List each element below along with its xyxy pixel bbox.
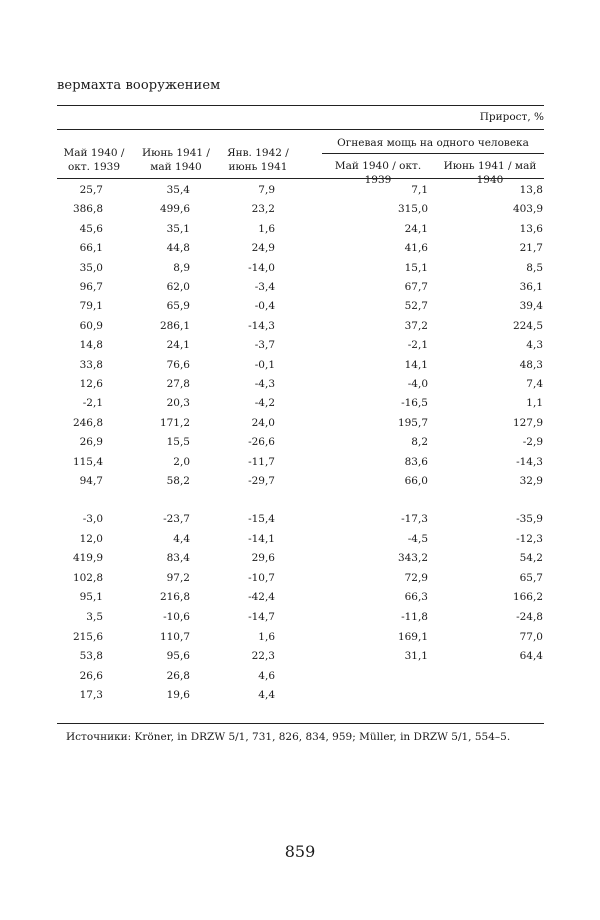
table-cell: 23,2 <box>251 203 275 216</box>
table-cell: 67,7 <box>404 281 428 293</box>
table-cell: 110,7 <box>159 630 190 643</box>
table-cell: 26,9 <box>79 436 103 449</box>
growth-label: Прирост, % <box>479 111 544 123</box>
table-cell: -11,7 <box>248 455 275 468</box>
firepower-label: Огневая мощь на одного человека <box>337 137 529 149</box>
table-cell: 39,4 <box>519 300 543 313</box>
table-cell: -2,9 <box>522 436 543 449</box>
table-cell: 52,7 <box>404 300 428 313</box>
col-header-1-line2: окт. 1939 <box>67 161 121 173</box>
table-cell: 12,0 <box>79 532 103 545</box>
col-header-3-line1: Янв. 1942 / <box>227 147 289 159</box>
table-cell: 53,8 <box>79 650 103 663</box>
col-header-2-line1: Июнь 1941 / <box>142 147 210 159</box>
table-cell: 127,9 <box>512 416 543 429</box>
table-cell: 31,1 <box>404 650 428 663</box>
table-cell: 44,8 <box>166 242 190 255</box>
table-cell: -10,7 <box>248 571 275 584</box>
table-cell: 8,2 <box>411 436 428 449</box>
col-header-1-line1: Май 1940 / <box>63 147 125 159</box>
table-cell: 171,2 <box>159 416 190 429</box>
table-cell: 60,9 <box>79 319 103 332</box>
table-cell: -3,4 <box>254 281 275 293</box>
table-cell: 4,3 <box>526 339 543 352</box>
header-bottom-rule <box>57 178 544 179</box>
table-cell: 97,2 <box>166 571 190 584</box>
table-cell: -15,4 <box>248 513 275 525</box>
table-cell: 224,5 <box>512 319 543 332</box>
col-header-3 <box>220 146 296 174</box>
table-cell: -4,2 <box>254 397 275 410</box>
table-cell: -4,3 <box>254 378 275 390</box>
table-cell: 14,8 <box>79 339 103 352</box>
table-cell: 26,6 <box>79 669 103 682</box>
table-cell: 48,3 <box>519 358 543 371</box>
table-cell: 1,1 <box>526 397 543 410</box>
table-cell: 7,1 <box>411 184 428 196</box>
table-cell: 4,4 <box>173 532 190 545</box>
table-cell: 169,1 <box>397 630 428 643</box>
table-cell: 15,1 <box>404 261 428 274</box>
table-cell: 35,1 <box>166 222 190 235</box>
table-cell: 35,0 <box>79 261 103 274</box>
table-cell: -2,1 <box>407 339 428 352</box>
table-cell: 403,9 <box>512 203 543 216</box>
page-number: 859 <box>284 842 316 861</box>
table-cell: 24,1 <box>166 339 190 352</box>
table-cell: -17,3 <box>401 513 428 525</box>
table-cell: 26,8 <box>166 669 190 682</box>
table-cell: 8,9 <box>173 261 190 274</box>
table-cell: 499,6 <box>159 203 190 216</box>
table-cell: -42,4 <box>248 591 275 604</box>
table-cell: -26,6 <box>248 436 275 449</box>
table-cell: -14,0 <box>248 261 275 274</box>
source-note: Источники: Kröner, in DRZW 5/1, 731, 826, 834, 959; Müller, in DRZW 5/1, 554–5. <box>66 731 511 743</box>
table-cell: 62,0 <box>166 281 190 293</box>
table-cell: 65,7 <box>519 571 543 584</box>
table-cell: 1,6 <box>258 630 275 643</box>
table-cell: 102,8 <box>72 571 103 584</box>
table-cell: -24,8 <box>516 611 543 623</box>
table-cell: 21,7 <box>519 242 543 255</box>
table-cell: 4,4 <box>258 689 275 702</box>
table-cell: -14,1 <box>248 532 275 545</box>
col-header-2-line2: май 1940 <box>150 161 202 173</box>
table-cell: 83,4 <box>166 552 190 565</box>
firepower-rule <box>322 153 544 154</box>
table-cell: 66,1 <box>79 242 103 255</box>
table-cell: 41,6 <box>404 242 428 255</box>
table-cell: 72,9 <box>404 571 428 584</box>
table-cell: 3,5 <box>86 611 103 623</box>
col-header-3-line2: июнь 1941 <box>228 161 288 173</box>
table-cell: -0,4 <box>254 300 275 313</box>
table-cell: 315,0 <box>397 203 428 216</box>
table-cell: 216,8 <box>159 591 190 604</box>
table-cell: 25,7 <box>79 184 103 196</box>
table-cell: -4,5 <box>407 532 428 545</box>
top-rule <box>57 105 544 106</box>
table-cell: 4,6 <box>258 669 275 682</box>
table-cell: 15,5 <box>166 436 190 449</box>
table-cell: 7,4 <box>526 378 543 390</box>
table-cell: -14,3 <box>516 455 543 468</box>
table-cell: 195,7 <box>397 416 428 429</box>
table-cell: 33,8 <box>79 358 103 371</box>
table-cell: 246,8 <box>72 416 103 429</box>
table-cell: 79,1 <box>79 300 103 313</box>
table-cell: 32,9 <box>519 475 543 487</box>
table-cell: 7,9 <box>258 184 275 196</box>
table-cell: 27,8 <box>166 378 190 390</box>
table-cell: -2,1 <box>82 397 103 410</box>
table-cell: 8,5 <box>526 261 543 274</box>
table-cell: 2,0 <box>173 455 190 468</box>
table-cell: -29,7 <box>248 475 275 487</box>
table-cell: 24,0 <box>251 416 275 429</box>
table-cell: 24,9 <box>251 242 275 255</box>
table-cell: 17,3 <box>79 689 103 702</box>
table-cell: 58,2 <box>166 475 190 487</box>
table-cell: 66,0 <box>404 475 428 487</box>
table-cell: 13,8 <box>519 184 543 196</box>
table-cell: 94,7 <box>79 475 103 487</box>
table-cell: 115,4 <box>72 455 103 468</box>
table-cell: 215,6 <box>72 630 103 643</box>
table-cell: -23,7 <box>163 513 190 525</box>
table-cell: 35,4 <box>166 184 190 196</box>
table-cell: 166,2 <box>512 591 543 604</box>
table-cell: 13,6 <box>519 222 543 235</box>
table-cell: 19,6 <box>166 689 190 702</box>
bottom-rule <box>57 723 544 724</box>
table-cell: 22,3 <box>251 650 275 663</box>
table-cell: -10,6 <box>163 611 190 623</box>
table-cell: 45,6 <box>79 222 103 235</box>
table-cell: -12,3 <box>516 532 543 545</box>
table-cell: 1,6 <box>258 222 275 235</box>
table-cell: 65,9 <box>166 300 190 313</box>
table-cell: 29,6 <box>251 552 275 565</box>
table-cell: -4,0 <box>407 378 428 390</box>
table-cell: 66,3 <box>404 591 428 604</box>
table-cell: 386,8 <box>72 203 103 216</box>
table-cell: 286,1 <box>159 319 190 332</box>
table-cell: 20,3 <box>166 397 190 410</box>
table-cell: 24,1 <box>404 222 428 235</box>
table-cell: 77,0 <box>519 630 543 643</box>
table-cell: 343,2 <box>397 552 428 565</box>
col-header-4: Май 1940 / окт. 1939 <box>334 160 422 186</box>
header-rule <box>57 129 544 130</box>
col-header-2 <box>138 146 214 174</box>
col-header-1 <box>60 146 128 174</box>
table-cell: 64,4 <box>519 650 543 663</box>
table-cell: -3,7 <box>254 339 275 352</box>
table-cell: 14,1 <box>404 358 428 371</box>
running-heading: вермахта вооружением <box>57 78 221 93</box>
table-cell: 36,1 <box>519 281 543 293</box>
table-cell: 95,6 <box>166 650 190 663</box>
table-cell: 83,6 <box>404 455 428 468</box>
table-cell: -14,7 <box>248 611 275 623</box>
col-header-5: Июнь 1941 / май 1940 <box>443 160 537 186</box>
table-cell: -0,1 <box>254 358 275 371</box>
table-cell: 54,2 <box>519 552 543 565</box>
table-cell: -3,0 <box>82 513 103 525</box>
table-cell: -14,3 <box>248 319 275 332</box>
table-cell: -35,9 <box>516 513 543 525</box>
table-cell: 419,9 <box>72 552 103 565</box>
table-cell: -11,8 <box>401 611 428 623</box>
table-cell: -16,5 <box>401 397 428 410</box>
table-cell: 76,6 <box>166 358 190 371</box>
table-cell: 96,7 <box>79 281 103 293</box>
table-cell: 37,2 <box>404 319 428 332</box>
table-cell: 95,1 <box>79 591 103 604</box>
table-cell: 12,6 <box>79 378 103 390</box>
